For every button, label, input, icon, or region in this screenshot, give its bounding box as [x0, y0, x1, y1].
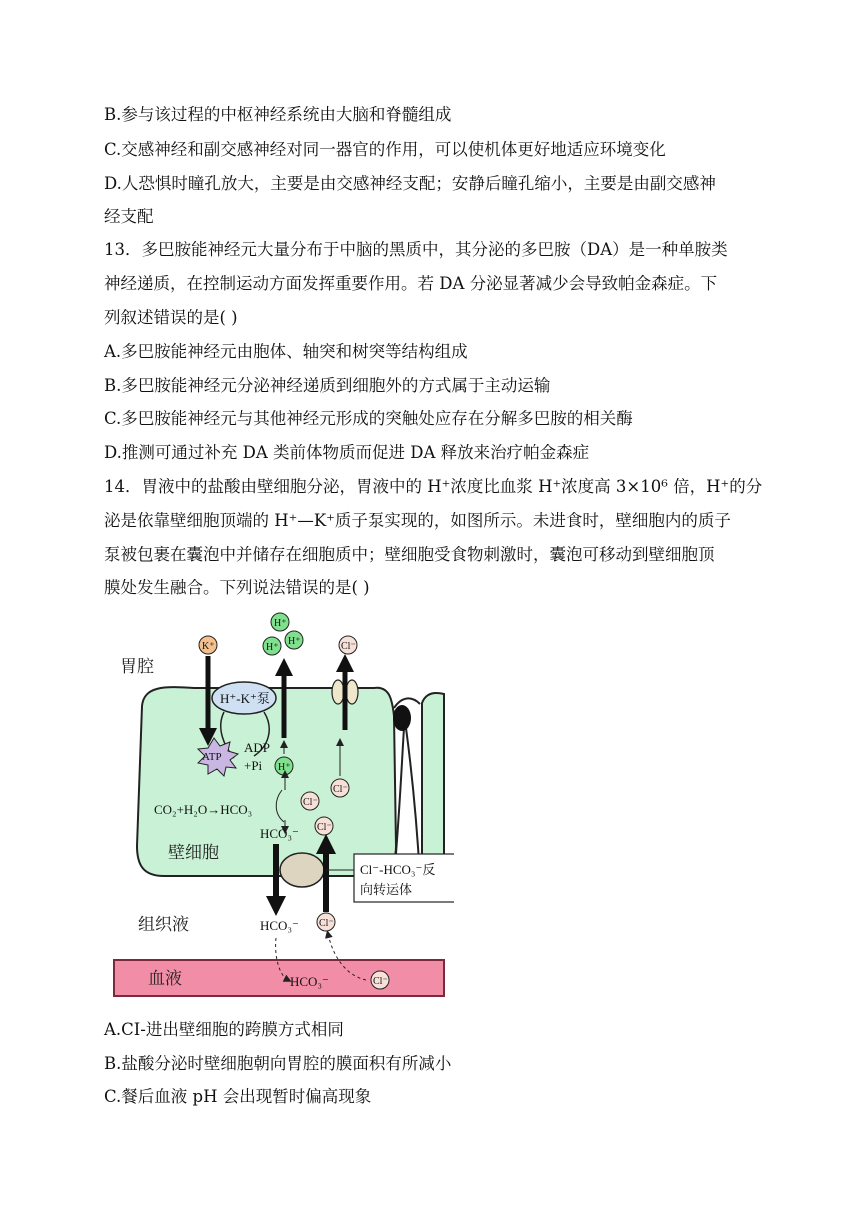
svg-text:Cl⁻: Cl⁻ — [333, 784, 348, 795]
line-13: 泵被包裹在囊泡中并储存在细胞质中；壁细胞受食物刺激时，囊泡可移动到壁细胞顶 — [104, 545, 715, 564]
svg-text:HCO₃⁻: HCO₃⁻ — [260, 826, 299, 841]
svg-text:ATP: ATP — [202, 751, 222, 763]
svg-text:+Pi: +Pi — [244, 758, 263, 773]
line-9: C.多巴胺能神经元与其他神经元形成的突触处应存在分解多巴胺的相关酶 — [104, 409, 633, 428]
svg-text:H⁺: H⁺ — [288, 636, 301, 647]
svg-text:H⁺: H⁺ — [266, 642, 279, 653]
line-14: 膜处发生融合。下列说法错误的是( ) — [104, 578, 370, 597]
svg-text:ADP: ADP — [244, 740, 271, 755]
label-cell: 壁细胞 — [168, 843, 219, 863]
line-2: D.人恐惧时瞳孔放大，主要是由交感神经支配；安静后瞳孔缩小，主要是由副交感神 — [104, 174, 716, 193]
svg-text:Cl⁻: Cl⁻ — [341, 641, 356, 652]
line-4: 13．多巴胺能神经元大量分布于中脑的黑质中，其分泌的多巴胺（DA）是一种单胺类 — [104, 240, 728, 259]
line-7: A.多巴胺能神经元由胞体、轴突和树突等结构组成 — [104, 342, 468, 361]
svg-text:HCO₃⁻: HCO₃⁻ — [260, 918, 299, 933]
cl-channel — [332, 680, 344, 704]
svg-text:H⁺: H⁺ — [278, 762, 291, 773]
svg-text:Cl⁻: Cl⁻ — [373, 976, 388, 987]
label-blood: 血液 — [148, 969, 182, 989]
reaction-text: CO₂+H₂O→HCO₃ — [154, 802, 253, 817]
svg-text:H⁺: H⁺ — [274, 618, 287, 629]
line-11: 14．胃液中的盐酸由壁细胞分泌，胃液中的 H⁺浓度比血浆 H⁺浓度高 3×10⁶ 倍，H⁺的分 — [104, 477, 763, 496]
line-8: B.多巴胺能神经元分泌神经递质到细胞外的方式属于主动运输 — [104, 376, 551, 395]
line-0: B.参与该过程的中枢神经系统由大脑和脊髓组成 — [104, 105, 452, 124]
svg-text:HCO₃⁻: HCO₃⁻ — [290, 974, 329, 989]
neighbor-cell — [422, 693, 444, 878]
line-17: C.餐后血液 pH 会出现暂时偏高现象 — [104, 1087, 372, 1106]
svg-text:Cl⁻: Cl⁻ — [317, 822, 332, 833]
label-tissue: 组织液 — [138, 915, 189, 935]
line-5: 神经递质，在控制运动方面发挥重要作用。若 DA 分泌显著减少会导致帕金森症。下 — [104, 274, 718, 293]
cl-hco3-antiporter — [280, 853, 324, 887]
line-6: 列叙述错误的是( ) — [104, 308, 238, 327]
line-1: C.交感神经和副交感神经对同一器官的作用，可以使机体更好地适应环境变化 — [104, 140, 666, 159]
line-3: 经支配 — [104, 207, 154, 226]
svg-text:H⁺-K⁺泵: H⁺-K⁺泵 — [220, 691, 270, 706]
svg-text:Cl⁻: Cl⁻ — [303, 797, 318, 808]
label-stomach: 胃腔 — [120, 657, 154, 677]
tight-junction — [393, 705, 411, 731]
parietal-cell-diagram — [104, 608, 454, 1003]
svg-text:K⁺: K⁺ — [202, 641, 215, 652]
line-10: D.推测可通过补充 DA 类前体物质而促进 DA 释放来治疗帕金森症 — [104, 443, 590, 462]
line-12: 泌是依靠壁细胞顶端的 H⁺—K⁺质子泵实现的，如图所示。未进食时，壁细胞内的质子 — [104, 511, 731, 530]
line-16: B.盐酸分泌时壁细胞朝向胃腔的膜面积有所减小 — [104, 1054, 452, 1073]
svg-text:Cl⁻-HCO₃⁻反: Cl⁻-HCO₃⁻反 — [360, 862, 436, 877]
line-15: A.CI-进出壁细胞的跨膜方式相同 — [104, 1020, 344, 1039]
svg-text:Cl⁻: Cl⁻ — [319, 918, 334, 929]
svg-text:向转运体: 向转运体 — [360, 882, 413, 897]
